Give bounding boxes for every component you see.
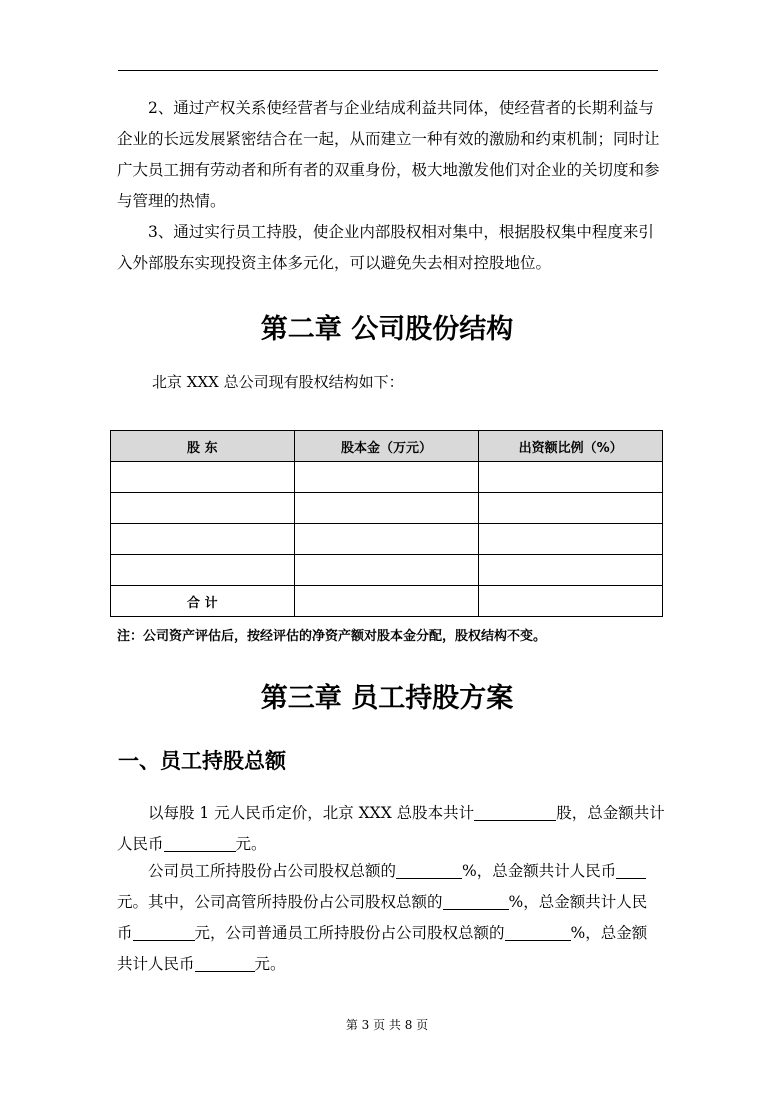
table-cell <box>111 524 295 555</box>
table-note: 注：公司资产评估后，按经评估的净资产额对股本金分配，股权结构不变。 <box>117 629 547 644</box>
table-total-row <box>111 586 663 617</box>
column-header-capital: 股本金（万元） <box>294 431 479 462</box>
text-line: 广大员工拥有劳动者和所有者的双重身份，极大地激发他们对企业的关切度和参 <box>117 161 660 179</box>
text-run: 股，总金额共计 <box>556 804 665 822</box>
text-line: 2、通过产权关系使经营者与企业结成利益共同体，使经营者的长期利益与 <box>148 99 654 117</box>
text-run: 元。其中，公司高管所持股份占公司股权总额的 <box>117 893 443 911</box>
fill-blank[interactable] <box>474 805 556 822</box>
text-run: 元。 <box>235 835 267 853</box>
fill-blank[interactable] <box>195 956 255 973</box>
text-run: 共计人民币 <box>117 955 195 973</box>
equity-table <box>110 430 663 617</box>
page-footer: 第 3 页 共 8 页 <box>345 1018 429 1032</box>
text-line <box>117 949 660 980</box>
table-cell <box>479 586 663 617</box>
text-run: 人民币 <box>117 835 164 853</box>
table-cell <box>294 493 479 524</box>
chapter-2-title: 第二章 公司股份结构 <box>260 314 514 345</box>
text-line: 入外部股东实现投资主体多元化，可以避免失去相对控股地位。 <box>117 254 552 272</box>
paragraph-employee-shares <box>117 856 660 980</box>
fill-blank[interactable] <box>396 863 462 880</box>
paragraph-share-total <box>117 798 665 860</box>
text-run: %，总金额共计人民 <box>508 893 648 911</box>
table-cell <box>479 462 663 493</box>
table-cell <box>294 555 479 586</box>
section-1-heading: 一、员工持股总额 <box>118 749 286 773</box>
table-row <box>111 493 663 524</box>
text-line <box>117 918 660 949</box>
table-cell <box>111 555 295 586</box>
text-line: 与管理的热情。 <box>117 192 226 210</box>
text-run: 元。 <box>254 955 286 973</box>
fill-blank[interactable] <box>164 836 236 853</box>
table-row <box>111 524 663 555</box>
chapter-2-intro: 北京 XXX 总公司现有股权结构如下： <box>152 373 404 391</box>
table-cell <box>479 524 663 555</box>
fill-blank[interactable] <box>505 925 571 942</box>
text-run: %，总金额共计人民币 <box>462 862 617 880</box>
text-line <box>117 856 660 887</box>
table-cell <box>111 493 295 524</box>
fill-blank[interactable] <box>616 863 646 880</box>
chapter-3-title: 第三章 员工持股方案 <box>260 683 514 714</box>
fill-blank[interactable] <box>133 925 195 942</box>
table-cell <box>111 462 295 493</box>
text-run: 以每股 1 元人民币定价，北京 XXX 总股本共计 <box>148 804 475 822</box>
text-run: 元，公司普通员工所持股份占公司股权总额的 <box>194 924 505 942</box>
table-cell <box>479 493 663 524</box>
column-header-ratio: 出资额比例（%） <box>479 431 663 462</box>
text-line <box>117 798 665 829</box>
text-line: 3、通过实行员工持股，使企业内部股权相对集中，根据股权集中程度来引 <box>148 223 654 241</box>
paragraph-2 <box>117 93 660 217</box>
column-header-shareholder: 股 东 <box>111 431 295 462</box>
text-line: 企业的长远发展紧密结合在一起，从而建立一种有效的激励和约束机制；同时让 <box>117 130 660 148</box>
text-run: 公司员工所持股份占公司股权总额的 <box>148 862 397 880</box>
paragraph-3 <box>117 217 660 279</box>
table-header-row <box>111 431 663 462</box>
header-rule <box>118 70 658 71</box>
table-cell <box>294 586 479 617</box>
table-cell <box>294 524 479 555</box>
table-row <box>111 462 663 493</box>
text-run: 币 <box>117 924 133 942</box>
table-cell <box>294 462 479 493</box>
fill-blank[interactable] <box>443 894 509 911</box>
text-run: %，总金额 <box>570 924 648 942</box>
text-line <box>117 887 660 918</box>
table-row <box>111 555 663 586</box>
total-label: 合 计 <box>111 586 295 617</box>
table-cell <box>479 555 663 586</box>
